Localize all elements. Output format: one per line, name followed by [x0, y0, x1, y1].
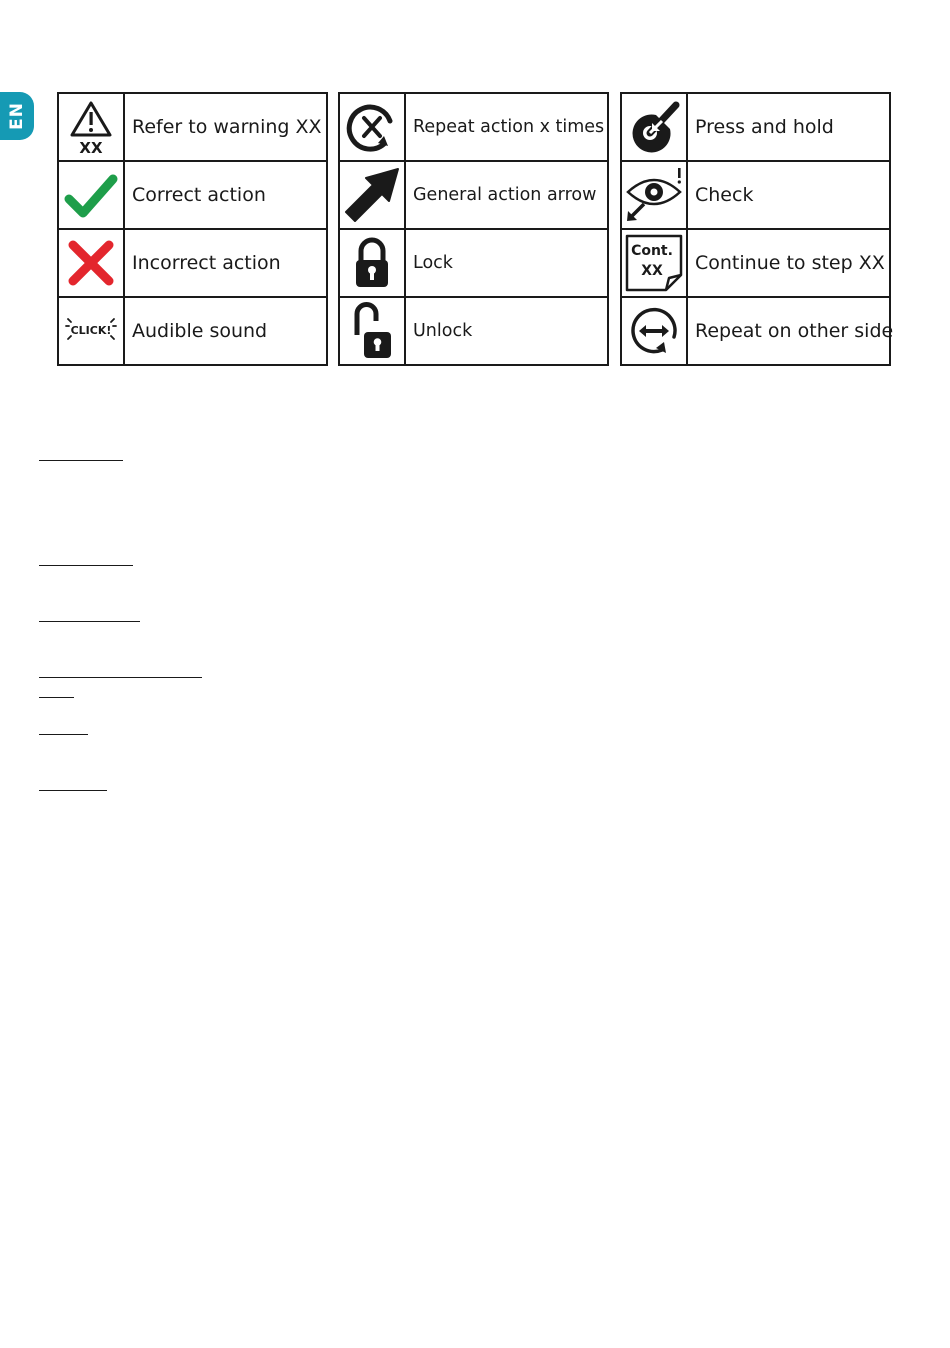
heading-underline: [39, 734, 88, 735]
cont-icon-step-text: XX: [641, 263, 663, 279]
legend-label: Refer to warning XX: [124, 93, 327, 161]
repeat-other-side-icon: [621, 297, 687, 365]
language-tab: [0, 92, 34, 140]
warning-icon-text: XX: [79, 139, 103, 155]
legend-row: [339, 161, 608, 229]
legend-label: Correct action: [124, 161, 327, 229]
heading-underline: [39, 621, 140, 622]
legend-row: [621, 161, 890, 229]
legend-label: Check: [687, 161, 890, 229]
heading-underline: [39, 697, 74, 698]
padlock-closed-icon: [339, 229, 405, 297]
legend-table-3: [620, 92, 894, 366]
arrow-icon: [339, 161, 405, 229]
repeat-x-icon: [339, 93, 405, 161]
legend-row: [621, 93, 890, 161]
legend-label: General action arrow: [405, 161, 608, 229]
legend-table-2: [338, 92, 609, 366]
continue-note-icon: [621, 229, 687, 297]
legend-label: Press and hold: [687, 93, 890, 161]
legend-row: [339, 297, 608, 365]
heading-underline: [39, 677, 202, 678]
check-mark-icon: [58, 161, 124, 229]
legend-row: [58, 93, 327, 161]
eye-check-icon: [621, 161, 687, 229]
legend-row: [339, 93, 608, 161]
legend-label: Incorrect action: [124, 229, 327, 297]
legend-label: Repeat on other side: [687, 297, 890, 365]
press-hold-icon: [621, 93, 687, 161]
legend-row: [58, 161, 327, 229]
legend-row: [58, 297, 327, 365]
legend-label: Repeat action x times: [405, 93, 608, 161]
legend-row: [58, 229, 327, 297]
legend-row: [621, 297, 890, 365]
padlock-open-icon: [339, 297, 405, 365]
legend-label: Audible sound: [124, 297, 327, 365]
red-cross-icon: [58, 229, 124, 297]
legend-label: Continue to step XX: [687, 229, 890, 297]
legend-table-1: [57, 92, 328, 366]
language-tab-label: EN: [7, 102, 27, 130]
cont-icon-text: Cont.: [631, 243, 673, 259]
heading-underline: [39, 790, 107, 791]
legend-row: [339, 229, 608, 297]
warning-triangle-icon: [58, 93, 124, 161]
legend-row: [621, 229, 890, 297]
heading-underline: [39, 565, 133, 566]
click-sound-icon: [58, 297, 124, 365]
legend-label: Lock: [405, 229, 608, 297]
heading-underline: [39, 460, 123, 461]
click-icon-text: CLICK!: [70, 324, 112, 337]
legend-label: Unlock: [405, 297, 608, 365]
